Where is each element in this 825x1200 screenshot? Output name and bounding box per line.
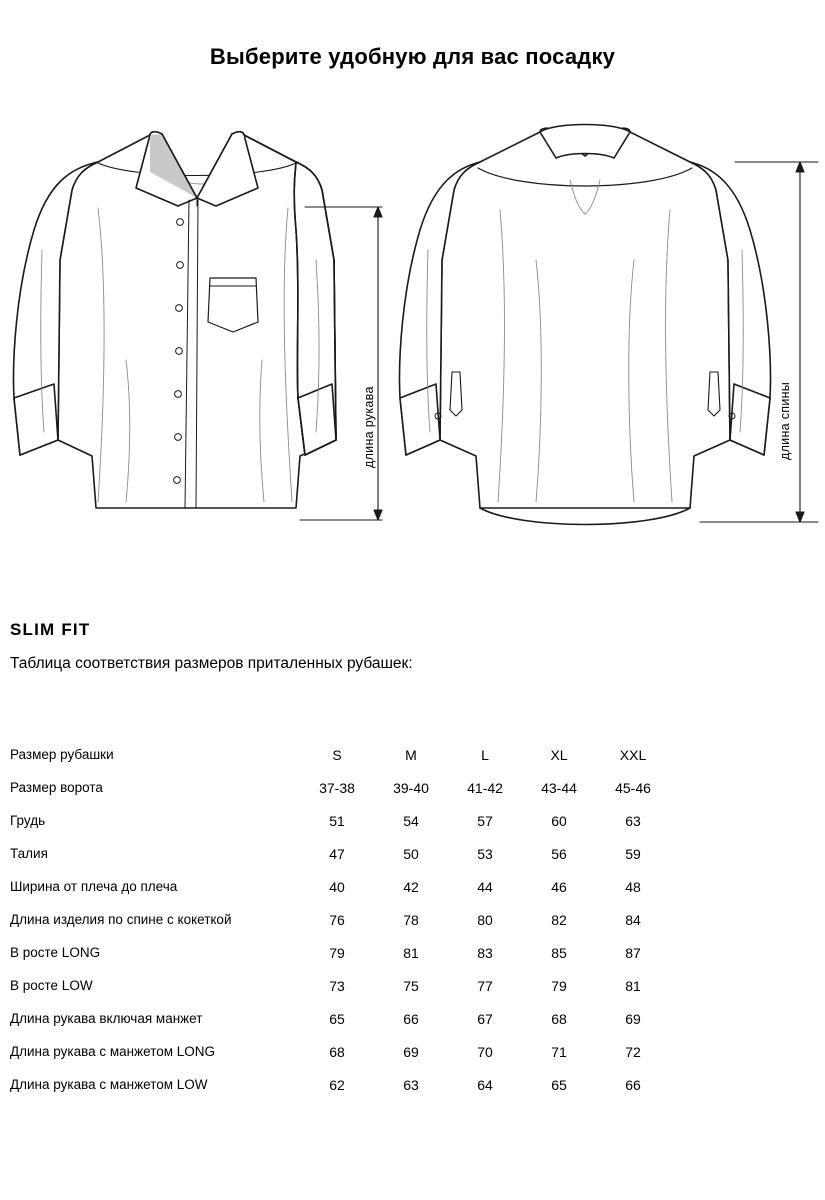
- row-value: 69: [403, 1043, 419, 1060]
- page-title: Выберите удобную для вас посадку: [209, 44, 616, 69]
- row-value: 78: [403, 911, 419, 928]
- row-value: 63: [403, 1076, 419, 1093]
- row-value: 53: [477, 845, 493, 862]
- table-row: [10, 1002, 670, 1035]
- row-value: 81: [625, 977, 641, 994]
- row-value: 81: [403, 944, 419, 961]
- table-column-xl: XL: [550, 746, 568, 763]
- table-column-m: M: [405, 746, 417, 763]
- table-row: [10, 771, 670, 804]
- row-value: 83: [477, 944, 493, 961]
- row-label: Длина изделия по спине с кокеткой: [10, 912, 232, 927]
- row-value: 46: [551, 878, 567, 895]
- row-label: Длина рукава включая манжет: [10, 1011, 203, 1026]
- table-column-xxl: XXL: [619, 746, 647, 763]
- size-table: [10, 738, 670, 1101]
- row-value: 76: [329, 911, 345, 928]
- row-value: 41-42: [467, 779, 503, 796]
- row-value: 59: [625, 845, 641, 862]
- row-value: 43-44: [541, 779, 577, 796]
- table-row: [10, 1068, 670, 1101]
- row-value: 37-38: [319, 779, 355, 796]
- sleeve-length-label: длина рукава: [362, 386, 376, 468]
- row-value: 84: [625, 911, 641, 928]
- row-value: 39-40: [393, 779, 429, 796]
- row-value: 80: [477, 911, 493, 928]
- row-value: 54: [403, 812, 419, 829]
- shirt-back-illustration: [400, 125, 771, 525]
- row-value: 72: [625, 1043, 641, 1060]
- table-header-label: Размер рубашки: [10, 747, 114, 762]
- table-row: [10, 870, 670, 903]
- table-row: [10, 804, 670, 837]
- row-value: 57: [477, 812, 493, 829]
- table-row: [10, 1035, 670, 1068]
- row-value: 75: [403, 977, 419, 994]
- row-label: В росте LONG: [10, 945, 101, 960]
- table-subtitle: Таблица соответствия размеров приталенных рубашек:: [10, 655, 413, 672]
- row-value: 71: [551, 1043, 567, 1060]
- row-value: 66: [625, 1076, 641, 1093]
- back-length-label: длина спины: [778, 381, 792, 460]
- row-value: 45-46: [615, 779, 651, 796]
- row-value: 67: [477, 1010, 493, 1027]
- row-value: 87: [625, 944, 641, 961]
- row-value: 69: [625, 1010, 641, 1027]
- shirt-drawings-svg: [0, 110, 825, 565]
- row-value: 65: [551, 1076, 567, 1093]
- row-value: 44: [477, 878, 493, 895]
- table-row: [10, 903, 670, 936]
- row-value: 79: [551, 977, 567, 994]
- row-label: Длина рукава с манжетом LOW: [10, 1077, 208, 1092]
- row-value: 60: [551, 812, 567, 829]
- row-value: 79: [329, 944, 345, 961]
- row-label: Грудь: [10, 813, 46, 828]
- shirt-front-illustration: [14, 132, 336, 508]
- row-value: 70: [477, 1043, 493, 1060]
- table-header-row: [10, 738, 670, 771]
- table-row: [10, 969, 670, 1002]
- shirt-diagram: [0, 110, 825, 565]
- row-value: 56: [551, 845, 567, 862]
- row-value: 68: [329, 1043, 345, 1060]
- row-label: Размер ворота: [10, 780, 103, 795]
- row-value: 64: [477, 1076, 493, 1093]
- table-body: [10, 771, 670, 1101]
- table-row: [10, 936, 670, 969]
- row-value: 65: [329, 1010, 345, 1027]
- row-value: 77: [477, 977, 493, 994]
- table-column-s: S: [332, 746, 342, 763]
- row-label: В росте LOW: [10, 978, 93, 993]
- row-value: 68: [551, 1010, 567, 1027]
- row-value: 85: [551, 944, 567, 961]
- table-column-l: L: [481, 746, 489, 763]
- row-label: Талия: [10, 846, 48, 861]
- fit-name: SLIM FIT: [10, 620, 91, 639]
- row-value: 50: [403, 845, 419, 862]
- row-value: 62: [329, 1076, 345, 1093]
- row-value: 42: [403, 878, 419, 895]
- row-value: 73: [329, 977, 345, 994]
- row-value: 47: [329, 845, 345, 862]
- row-value: 63: [625, 812, 641, 829]
- row-value: 51: [329, 812, 345, 829]
- row-value: 66: [403, 1010, 419, 1027]
- row-label: Ширина от плеча до плеча: [10, 879, 178, 894]
- table-row: [10, 837, 670, 870]
- row-value: 82: [551, 911, 567, 928]
- row-value: 48: [625, 878, 641, 895]
- row-value: 40: [329, 878, 345, 895]
- row-label: Длина рукава с манжетом LONG: [10, 1044, 216, 1059]
